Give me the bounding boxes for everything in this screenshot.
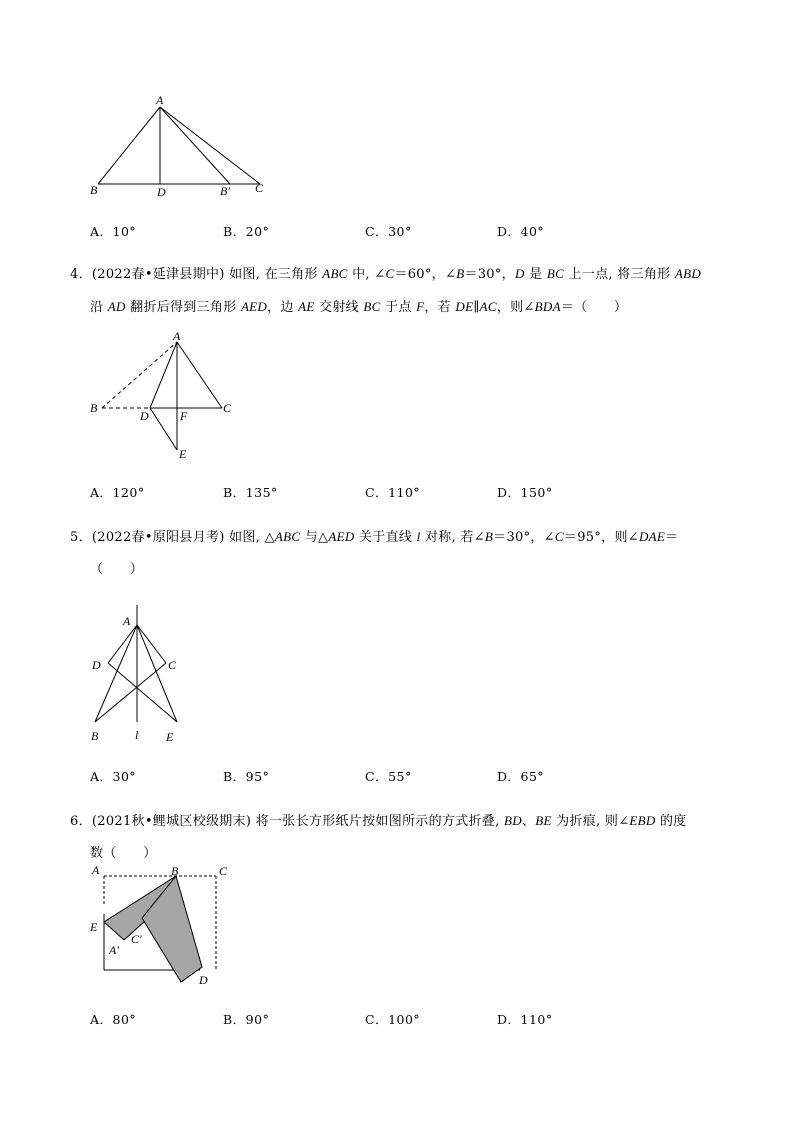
option-a[interactable]: A．30° [90, 769, 137, 784]
q4-line2: 沿 AD 翻折后得到三角形 AED，边 AE 交射线 BC 于点 F，若 DE∥AC，则∠BDA＝（ ） [90, 299, 628, 315]
segment-ad [150, 342, 177, 408]
options-q6 [90, 1010, 730, 1030]
segment-ab [95, 625, 137, 722]
q5-line2: （ ） [90, 562, 144, 577]
option-d[interactable]: D．150° [497, 485, 553, 500]
label-e: E [166, 730, 174, 744]
label-f: F [180, 409, 188, 423]
label-b-prime: B′ [220, 184, 230, 198]
folded-paper-figure [80, 863, 250, 996]
option-b[interactable]: B．20° [223, 224, 270, 239]
option-b[interactable]: B．135° [223, 485, 278, 500]
label-b: B [171, 864, 179, 878]
fold-triangle-figure [80, 330, 250, 470]
segment-ba-dashed [102, 342, 177, 408]
label-d: D [157, 185, 166, 199]
segment-abp [160, 107, 230, 184]
label-e: E [90, 920, 98, 934]
q6-line2: 数（ ） [90, 846, 157, 861]
label-c: C [168, 658, 177, 672]
segment-ac [137, 625, 166, 663]
label-c: C [255, 181, 264, 195]
label-b: B [90, 401, 98, 415]
label-l: l [135, 728, 139, 742]
question-4 [70, 258, 730, 324]
options-q5 [90, 767, 730, 787]
q4-line1: 4．(2022春•延津县期中) 如图, 在三角形 ABC 中, ∠C＝60°，∠B＝30°，D 是 BC 上一点, 将三角形 ABD [70, 266, 702, 282]
label-a-prime: A′ [109, 943, 119, 957]
segment-ac [160, 107, 260, 184]
option-b[interactable]: B．90° [223, 1012, 270, 1027]
label-c: C [223, 401, 232, 415]
option-b[interactable]: B．95° [223, 769, 270, 784]
label-d: D [140, 409, 149, 423]
figure-q4 [80, 330, 250, 470]
option-a[interactable]: A．80° [90, 1012, 137, 1027]
question-5 [70, 521, 730, 586]
option-c[interactable]: C．30° [365, 224, 412, 239]
label-a: A [123, 614, 131, 628]
question-6 [70, 805, 730, 870]
segment-ac [177, 342, 222, 408]
option-c[interactable]: C．100° [365, 1012, 421, 1027]
option-a[interactable]: A．10° [90, 224, 137, 239]
label-c: C [219, 864, 228, 878]
label-d: D [92, 658, 101, 672]
option-d[interactable]: D．65° [497, 769, 545, 784]
label-a: A [156, 93, 164, 107]
label-c-prime: C′ [131, 932, 142, 946]
label-a: A [92, 863, 100, 877]
option-c[interactable]: C．110° [365, 485, 421, 500]
label-b: B [90, 183, 98, 197]
segment-ae [137, 625, 177, 722]
segment-ed [108, 663, 177, 722]
figure-q6 [80, 863, 250, 996]
q6-line1: 6．(2021秋•鲤城区校级期末) 将一张长方形纸片按如图所示的方式折叠, BD、BE 为折痕, 则∠EBD 的度 [70, 813, 687, 829]
label-e: E [179, 447, 187, 461]
figure-q3 [80, 90, 280, 200]
segment-de [150, 408, 177, 450]
options-q4 [90, 483, 730, 503]
segment-bc [95, 663, 166, 722]
label-a: A [173, 329, 181, 343]
option-c[interactable]: C．55° [365, 769, 412, 784]
option-a[interactable]: A．120° [90, 485, 145, 500]
triangle-figure [80, 90, 280, 200]
symmetric-triangles-figure [80, 600, 200, 750]
label-d: D [199, 973, 208, 987]
figure-q5 [80, 600, 200, 750]
options-q3 [90, 222, 730, 242]
q5-line1: 5．(2022春•原阳县月考) 如图, △ABC 与△AED 关于直线 l 对称, 若∠B＝30°，∠C＝95°，则∠DAE＝ [70, 529, 679, 545]
option-d[interactable]: D．40° [497, 224, 545, 239]
label-b: B [91, 729, 99, 743]
segment-ab [98, 107, 160, 184]
option-d[interactable]: D．110° [497, 1012, 553, 1027]
